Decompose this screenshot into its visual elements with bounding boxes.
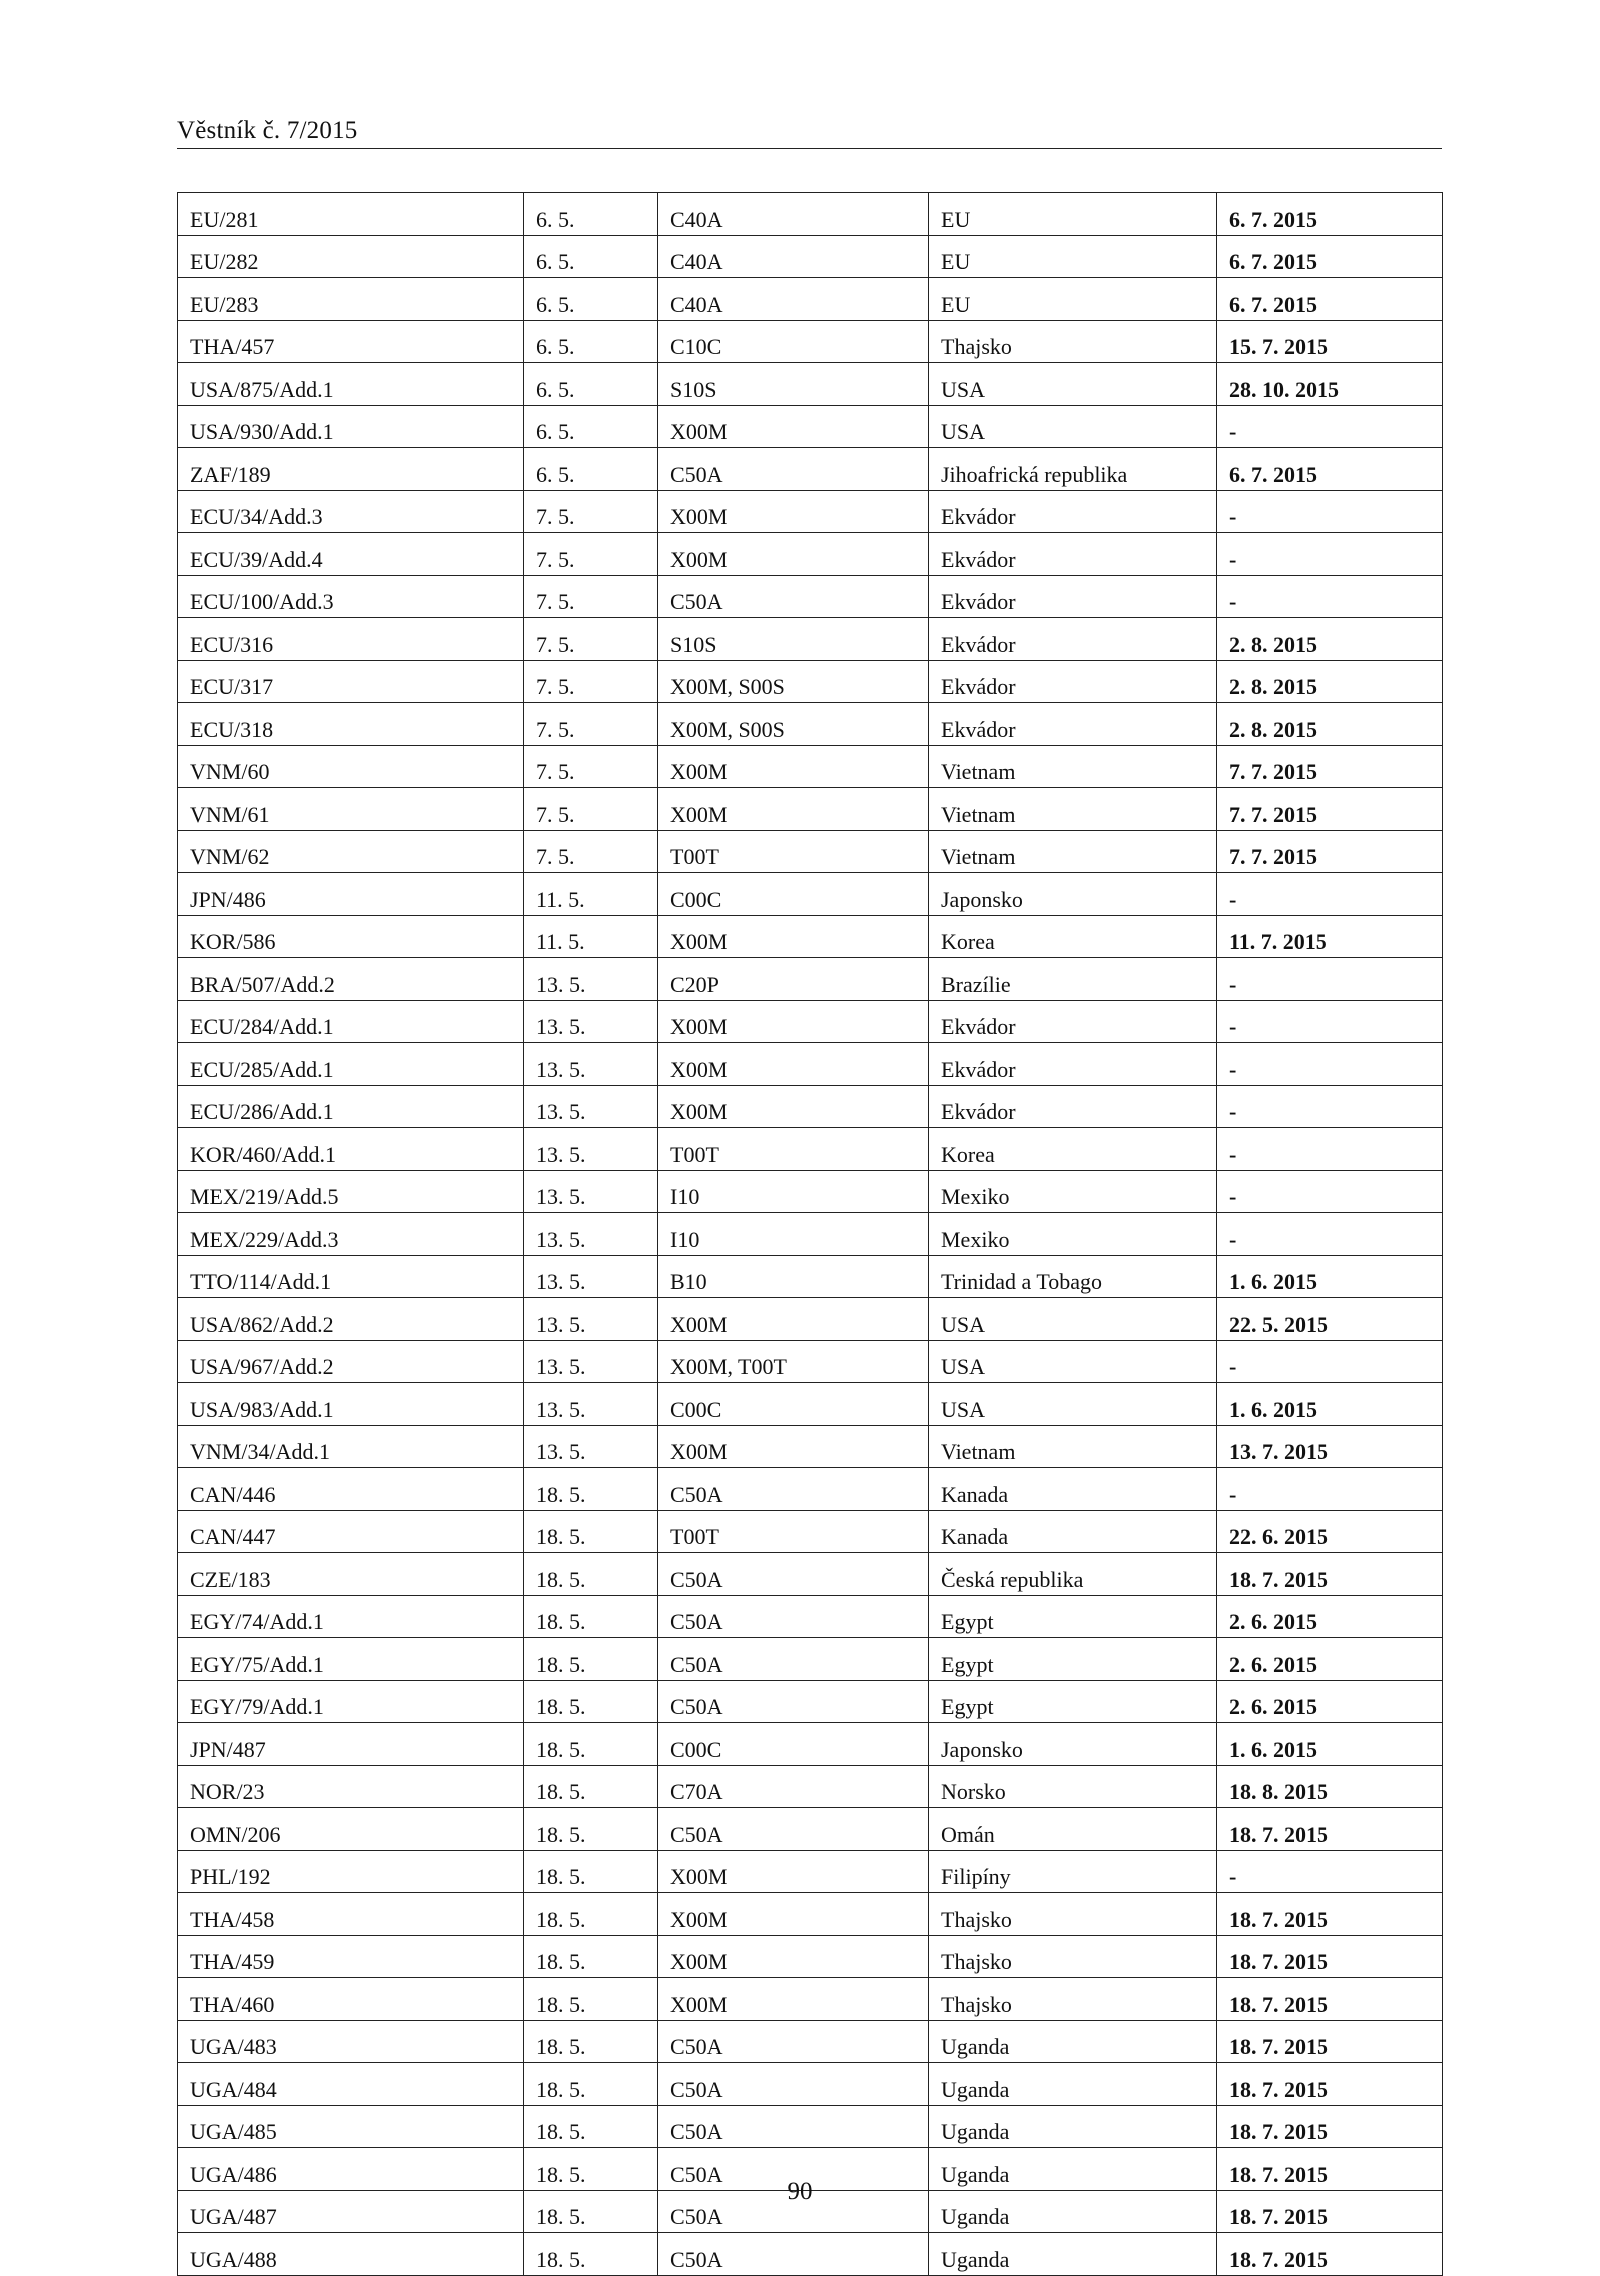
date-cell: 7. 5. <box>524 660 658 703</box>
country-cell: EU <box>929 235 1217 278</box>
table-row <box>178 1723 1443 1766</box>
deadline-cell: 2. 6. 2015 <box>1217 1638 1443 1681</box>
table-row <box>178 320 1443 363</box>
document-cell: KOR/586 <box>178 915 524 958</box>
country-cell: Vietnam <box>929 788 1217 831</box>
code-cell: C40A <box>658 278 929 321</box>
code-cell: T00T <box>658 830 929 873</box>
deadline-cell: - <box>1217 873 1443 916</box>
document-cell: NOR/23 <box>178 1765 524 1808</box>
deadline-cell: 28. 10. 2015 <box>1217 363 1443 406</box>
date-cell: 6. 5. <box>524 320 658 363</box>
date-cell: 7. 5. <box>524 745 658 788</box>
date-cell: 7. 5. <box>524 490 658 533</box>
date-cell: 18. 5. <box>524 1765 658 1808</box>
country-cell: Jihoafrická republika <box>929 448 1217 491</box>
country-cell: USA <box>929 1383 1217 1426</box>
country-cell: Ekvádor <box>929 618 1217 661</box>
deadline-cell: 2. 8. 2015 <box>1217 618 1443 661</box>
document-cell: THA/460 <box>178 1978 524 2021</box>
document-cell: JPN/486 <box>178 873 524 916</box>
country-cell: Česká republika <box>929 1553 1217 1596</box>
code-cell: X00M <box>658 788 929 831</box>
code-cell: X00M <box>658 745 929 788</box>
code-cell: C50A <box>658 2190 929 2233</box>
date-cell: 18. 5. <box>524 1595 658 1638</box>
code-cell: C50A <box>658 1808 929 1851</box>
code-cell: C50A <box>658 2020 929 2063</box>
code-cell: C00C <box>658 1723 929 1766</box>
date-cell: 7. 5. <box>524 618 658 661</box>
country-cell: Egypt <box>929 1680 1217 1723</box>
date-cell: 7. 5. <box>524 575 658 618</box>
deadline-cell: 11. 7. 2015 <box>1217 915 1443 958</box>
table-row <box>178 1128 1443 1171</box>
document-cell: USA/875/Add.1 <box>178 363 524 406</box>
date-cell: 18. 5. <box>524 1808 658 1851</box>
code-cell: X00M, S00S <box>658 660 929 703</box>
document-cell: MEX/229/Add.3 <box>178 1213 524 1256</box>
table-row <box>178 1085 1443 1128</box>
country-cell: Thajsko <box>929 1978 1217 2021</box>
deadline-cell: - <box>1217 1340 1443 1383</box>
table-row <box>178 618 1443 661</box>
document-cell: MEX/219/Add.5 <box>178 1170 524 1213</box>
country-cell: Uganda <box>929 2148 1217 2191</box>
document-cell: ECU/285/Add.1 <box>178 1043 524 1086</box>
country-cell: Vietnam <box>929 830 1217 873</box>
date-cell: 6. 5. <box>524 193 658 236</box>
country-cell: Egypt <box>929 1595 1217 1638</box>
deadline-cell: 2. 6. 2015 <box>1217 1680 1443 1723</box>
date-cell: 7. 5. <box>524 788 658 831</box>
code-cell: X00M, T00T <box>658 1340 929 1383</box>
code-cell: X00M <box>658 1850 929 1893</box>
date-cell: 13. 5. <box>524 958 658 1001</box>
document-cell: ECU/100/Add.3 <box>178 575 524 618</box>
deadline-cell: - <box>1217 490 1443 533</box>
country-cell: Mexiko <box>929 1213 1217 1256</box>
country-cell: Filipíny <box>929 1850 1217 1893</box>
document-cell: ECU/39/Add.4 <box>178 533 524 576</box>
code-cell: C50A <box>658 2148 929 2191</box>
document-cell: ZAF/189 <box>178 448 524 491</box>
country-cell: Japonsko <box>929 873 1217 916</box>
deadline-cell: 18. 7. 2015 <box>1217 2105 1443 2148</box>
code-cell: C50A <box>658 2063 929 2106</box>
code-cell: C50A <box>658 1638 929 1681</box>
deadline-cell: 7. 7. 2015 <box>1217 745 1443 788</box>
date-cell: 13. 5. <box>524 1043 658 1086</box>
code-cell: C50A <box>658 1553 929 1596</box>
code-cell: C10C <box>658 320 929 363</box>
country-cell: Vietnam <box>929 745 1217 788</box>
deadline-cell: - <box>1217 1128 1443 1171</box>
country-cell: USA <box>929 363 1217 406</box>
table-row <box>178 745 1443 788</box>
table-row <box>178 1893 1443 1936</box>
country-cell: Ekvádor <box>929 575 1217 618</box>
country-cell: Norsko <box>929 1765 1217 1808</box>
date-cell: 18. 5. <box>524 1510 658 1553</box>
country-cell: Uganda <box>929 2190 1217 2233</box>
date-cell: 6. 5. <box>524 363 658 406</box>
code-cell: C50A <box>658 2105 929 2148</box>
date-cell: 6. 5. <box>524 235 658 278</box>
table-row <box>178 2020 1443 2063</box>
deadline-cell: 18. 7. 2015 <box>1217 2190 1443 2233</box>
country-cell: Ekvádor <box>929 1085 1217 1128</box>
deadline-cell: 6. 7. 2015 <box>1217 278 1443 321</box>
table-row <box>178 873 1443 916</box>
date-cell: 7. 5. <box>524 533 658 576</box>
deadline-cell: 18. 7. 2015 <box>1217 2063 1443 2106</box>
table-row <box>178 703 1443 746</box>
table-row <box>178 2105 1443 2148</box>
table-row <box>178 2233 1443 2276</box>
date-cell: 18. 5. <box>524 1680 658 1723</box>
table-row <box>178 490 1443 533</box>
country-cell: Japonsko <box>929 1723 1217 1766</box>
deadline-cell: 18. 7. 2015 <box>1217 1553 1443 1596</box>
table-row <box>178 830 1443 873</box>
table-row <box>178 363 1443 406</box>
date-cell: 6. 5. <box>524 278 658 321</box>
code-cell: X00M <box>658 1085 929 1128</box>
code-cell: X00M <box>658 1298 929 1341</box>
document-cell: BRA/507/Add.2 <box>178 958 524 1001</box>
date-cell: 18. 5. <box>524 1893 658 1936</box>
table-row <box>178 235 1443 278</box>
table-row <box>178 1468 1443 1511</box>
document-cell: EGY/74/Add.1 <box>178 1595 524 1638</box>
table-row <box>178 1340 1443 1383</box>
code-cell: C50A <box>658 2233 929 2276</box>
deadline-cell: 2. 8. 2015 <box>1217 660 1443 703</box>
country-cell: Ekvádor <box>929 703 1217 746</box>
document-cell: ECU/34/Add.3 <box>178 490 524 533</box>
document-cell: KOR/460/Add.1 <box>178 1128 524 1171</box>
deadline-cell: 7. 7. 2015 <box>1217 788 1443 831</box>
country-cell: Ekvádor <box>929 533 1217 576</box>
deadline-cell: 18. 7. 2015 <box>1217 2020 1443 2063</box>
country-cell: Ekvádor <box>929 1000 1217 1043</box>
document-cell: UGA/488 <box>178 2233 524 2276</box>
table-row <box>178 1383 1443 1426</box>
document-cell: VNM/60 <box>178 745 524 788</box>
code-cell: X00M <box>658 915 929 958</box>
deadline-cell: 18. 7. 2015 <box>1217 1893 1443 1936</box>
table-row <box>178 1638 1443 1681</box>
document-cell: EU/282 <box>178 235 524 278</box>
code-cell: S10S <box>658 618 929 661</box>
document-cell: EGY/75/Add.1 <box>178 1638 524 1681</box>
code-cell: T00T <box>658 1128 929 1171</box>
deadline-cell: 15. 7. 2015 <box>1217 320 1443 363</box>
country-cell: Vietnam <box>929 1425 1217 1468</box>
document-cell: UGA/486 <box>178 2148 524 2191</box>
country-cell: EU <box>929 193 1217 236</box>
document-cell: CZE/183 <box>178 1553 524 1596</box>
code-cell: S10S <box>658 363 929 406</box>
document-cell: THA/459 <box>178 1935 524 1978</box>
document-cell: JPN/487 <box>178 1723 524 1766</box>
code-cell: C70A <box>658 1765 929 1808</box>
code-cell: C50A <box>658 1595 929 1638</box>
code-cell: X00M <box>658 1893 929 1936</box>
code-cell: C50A <box>658 1680 929 1723</box>
country-cell: Mexiko <box>929 1170 1217 1213</box>
country-cell: Brazílie <box>929 958 1217 1001</box>
document-cell: ECU/286/Add.1 <box>178 1085 524 1128</box>
document-cell: PHL/192 <box>178 1850 524 1893</box>
document-cell: VNM/61 <box>178 788 524 831</box>
deadline-cell: - <box>1217 1213 1443 1256</box>
country-cell: Uganda <box>929 2063 1217 2106</box>
table-row <box>178 1553 1443 1596</box>
table-row <box>178 1213 1443 1256</box>
country-cell: Egypt <box>929 1638 1217 1681</box>
table-row <box>178 278 1443 321</box>
table-row <box>178 1808 1443 1851</box>
deadline-cell: 1. 6. 2015 <box>1217 1255 1443 1298</box>
country-cell: Korea <box>929 915 1217 958</box>
country-cell: Ekvádor <box>929 660 1217 703</box>
table-row <box>178 1000 1443 1043</box>
document-cell: THA/457 <box>178 320 524 363</box>
document-cell: THA/458 <box>178 1893 524 1936</box>
deadline-cell: 1. 6. 2015 <box>1217 1723 1443 1766</box>
code-cell: T00T <box>658 1510 929 1553</box>
document-cell: USA/862/Add.2 <box>178 1298 524 1341</box>
deadline-cell: 1. 6. 2015 <box>1217 1383 1443 1426</box>
country-cell: Kanada <box>929 1510 1217 1553</box>
document-cell: ECU/318 <box>178 703 524 746</box>
table-row <box>178 575 1443 618</box>
deadline-cell: 2. 6. 2015 <box>1217 1595 1443 1638</box>
country-cell: Ekvádor <box>929 1043 1217 1086</box>
date-cell: 13. 5. <box>524 1170 658 1213</box>
code-cell: C00C <box>658 1383 929 1426</box>
date-cell: 18. 5. <box>524 2105 658 2148</box>
document-cell: ECU/316 <box>178 618 524 661</box>
code-cell: I10 <box>658 1170 929 1213</box>
code-cell: C50A <box>658 1468 929 1511</box>
date-cell: 18. 5. <box>524 2233 658 2276</box>
date-cell: 13. 5. <box>524 1340 658 1383</box>
deadline-cell: 18. 7. 2015 <box>1217 2233 1443 2276</box>
document-cell: EU/281 <box>178 193 524 236</box>
country-cell: Uganda <box>929 2233 1217 2276</box>
country-cell: Korea <box>929 1128 1217 1171</box>
notifications-table <box>177 192 1443 2276</box>
deadline-cell: - <box>1217 958 1443 1001</box>
deadline-cell: 22. 5. 2015 <box>1217 1298 1443 1341</box>
country-cell: Thajsko <box>929 320 1217 363</box>
table-row <box>178 2063 1443 2106</box>
table-row <box>178 1255 1443 1298</box>
code-cell: C20P <box>658 958 929 1001</box>
date-cell: 18. 5. <box>524 1935 658 1978</box>
date-cell: 18. 5. <box>524 1468 658 1511</box>
document-cell: ECU/317 <box>178 660 524 703</box>
deadline-cell: 6. 7. 2015 <box>1217 448 1443 491</box>
deadline-cell: - <box>1217 575 1443 618</box>
country-cell: EU <box>929 278 1217 321</box>
code-cell: B10 <box>658 1255 929 1298</box>
date-cell: 13. 5. <box>524 1085 658 1128</box>
date-cell: 6. 5. <box>524 448 658 491</box>
deadline-cell: - <box>1217 533 1443 576</box>
date-cell: 13. 5. <box>524 1298 658 1341</box>
document-cell: USA/983/Add.1 <box>178 1383 524 1426</box>
table-row <box>178 1170 1443 1213</box>
country-cell: Uganda <box>929 2020 1217 2063</box>
country-cell: USA <box>929 1298 1217 1341</box>
code-cell: C40A <box>658 193 929 236</box>
deadline-cell: - <box>1217 405 1443 448</box>
deadline-cell: - <box>1217 1468 1443 1511</box>
page-header <box>177 112 1442 149</box>
date-cell: 18. 5. <box>524 2020 658 2063</box>
country-cell: Thajsko <box>929 1893 1217 1936</box>
deadline-cell: - <box>1217 1085 1443 1128</box>
code-cell: X00M <box>658 1043 929 1086</box>
deadline-cell: 6. 7. 2015 <box>1217 235 1443 278</box>
date-cell: 13. 5. <box>524 1383 658 1426</box>
date-cell: 7. 5. <box>524 830 658 873</box>
document-cell: VNM/34/Add.1 <box>178 1425 524 1468</box>
document-cell: OMN/206 <box>178 1808 524 1851</box>
table-row <box>178 1425 1443 1468</box>
deadline-cell: 18. 8. 2015 <box>1217 1765 1443 1808</box>
document-cell: EGY/79/Add.1 <box>178 1680 524 1723</box>
table-row <box>178 1510 1443 1553</box>
date-cell: 13. 5. <box>524 1213 658 1256</box>
document-cell: USA/930/Add.1 <box>178 405 524 448</box>
code-cell: X00M <box>658 1425 929 1468</box>
deadline-cell: - <box>1217 1043 1443 1086</box>
code-cell: C00C <box>658 873 929 916</box>
date-cell: 13. 5. <box>524 1425 658 1468</box>
code-cell: C40A <box>658 235 929 278</box>
deadline-cell: - <box>1217 1000 1443 1043</box>
document-cell: VNM/62 <box>178 830 524 873</box>
table-row <box>178 958 1443 1001</box>
deadline-cell: - <box>1217 1850 1443 1893</box>
code-cell: X00M <box>658 533 929 576</box>
country-cell: Thajsko <box>929 1935 1217 1978</box>
document-cell: USA/967/Add.2 <box>178 1340 524 1383</box>
country-cell: Ekvádor <box>929 490 1217 533</box>
table-row <box>178 1043 1443 1086</box>
code-cell: X00M <box>658 405 929 448</box>
deadline-cell: 6. 7. 2015 <box>1217 193 1443 236</box>
code-cell: I10 <box>658 1213 929 1256</box>
document-cell: EU/283 <box>178 278 524 321</box>
date-cell: 18. 5. <box>524 1850 658 1893</box>
deadline-cell: 7. 7. 2015 <box>1217 830 1443 873</box>
table-row <box>178 1978 1443 2021</box>
code-cell: X00M <box>658 1935 929 1978</box>
table-row <box>178 660 1443 703</box>
date-cell: 18. 5. <box>524 1723 658 1766</box>
date-cell: 13. 5. <box>524 1128 658 1171</box>
date-cell: 13. 5. <box>524 1255 658 1298</box>
page-title: Věstník č. 7/2015 <box>177 117 358 144</box>
date-cell: 11. 5. <box>524 873 658 916</box>
deadline-cell: - <box>1217 1170 1443 1213</box>
date-cell: 18. 5. <box>524 1553 658 1596</box>
deadline-cell: 18. 7. 2015 <box>1217 1808 1443 1851</box>
table-row <box>178 533 1443 576</box>
document-cell: CAN/446 <box>178 1468 524 1511</box>
table-row <box>178 1850 1443 1893</box>
date-cell: 18. 5. <box>524 1638 658 1681</box>
deadline-cell: 18. 7. 2015 <box>1217 2148 1443 2191</box>
date-cell: 6. 5. <box>524 405 658 448</box>
country-cell: Trinidad a Tobago <box>929 1255 1217 1298</box>
table-row <box>178 1935 1443 1978</box>
date-cell: 18. 5. <box>524 1978 658 2021</box>
table-row <box>178 788 1443 831</box>
table-row <box>178 1595 1443 1638</box>
date-cell: 13. 5. <box>524 1000 658 1043</box>
table-row <box>178 1298 1443 1341</box>
date-cell: 11. 5. <box>524 915 658 958</box>
country-cell: Uganda <box>929 2105 1217 2148</box>
code-cell: X00M <box>658 1000 929 1043</box>
document-cell: UGA/484 <box>178 2063 524 2106</box>
code-cell: X00M <box>658 1978 929 2021</box>
date-cell: 7. 5. <box>524 703 658 746</box>
date-cell: 18. 5. <box>524 2148 658 2191</box>
table-row <box>178 405 1443 448</box>
document-cell: UGA/483 <box>178 2020 524 2063</box>
deadline-cell: 18. 7. 2015 <box>1217 1978 1443 2021</box>
country-cell: USA <box>929 1340 1217 1383</box>
date-cell: 18. 5. <box>524 2063 658 2106</box>
deadline-cell: 18. 7. 2015 <box>1217 1935 1443 1978</box>
code-cell: X00M, S00S <box>658 703 929 746</box>
country-cell: Omán <box>929 1808 1217 1851</box>
table-body <box>178 193 1443 2276</box>
document-cell: CAN/447 <box>178 1510 524 1553</box>
code-cell: X00M <box>658 490 929 533</box>
deadline-cell: 22. 6. 2015 <box>1217 1510 1443 1553</box>
table-row <box>178 1765 1443 1808</box>
date-cell: 18. 5. <box>524 2190 658 2233</box>
deadline-cell: 2. 8. 2015 <box>1217 703 1443 746</box>
table-row <box>178 193 1443 236</box>
document-cell: UGA/485 <box>178 2105 524 2148</box>
table-row <box>178 1680 1443 1723</box>
document-cell: ECU/284/Add.1 <box>178 1000 524 1043</box>
document-cell: UGA/487 <box>178 2190 524 2233</box>
table-row <box>178 915 1443 958</box>
document-cell: TTO/114/Add.1 <box>178 1255 524 1298</box>
deadline-cell: 13. 7. 2015 <box>1217 1425 1443 1468</box>
table-row <box>178 448 1443 491</box>
code-cell: C50A <box>658 575 929 618</box>
code-cell: C50A <box>658 448 929 491</box>
page-number: 90 <box>787 2178 813 2205</box>
country-cell: USA <box>929 405 1217 448</box>
country-cell: Kanada <box>929 1468 1217 1511</box>
